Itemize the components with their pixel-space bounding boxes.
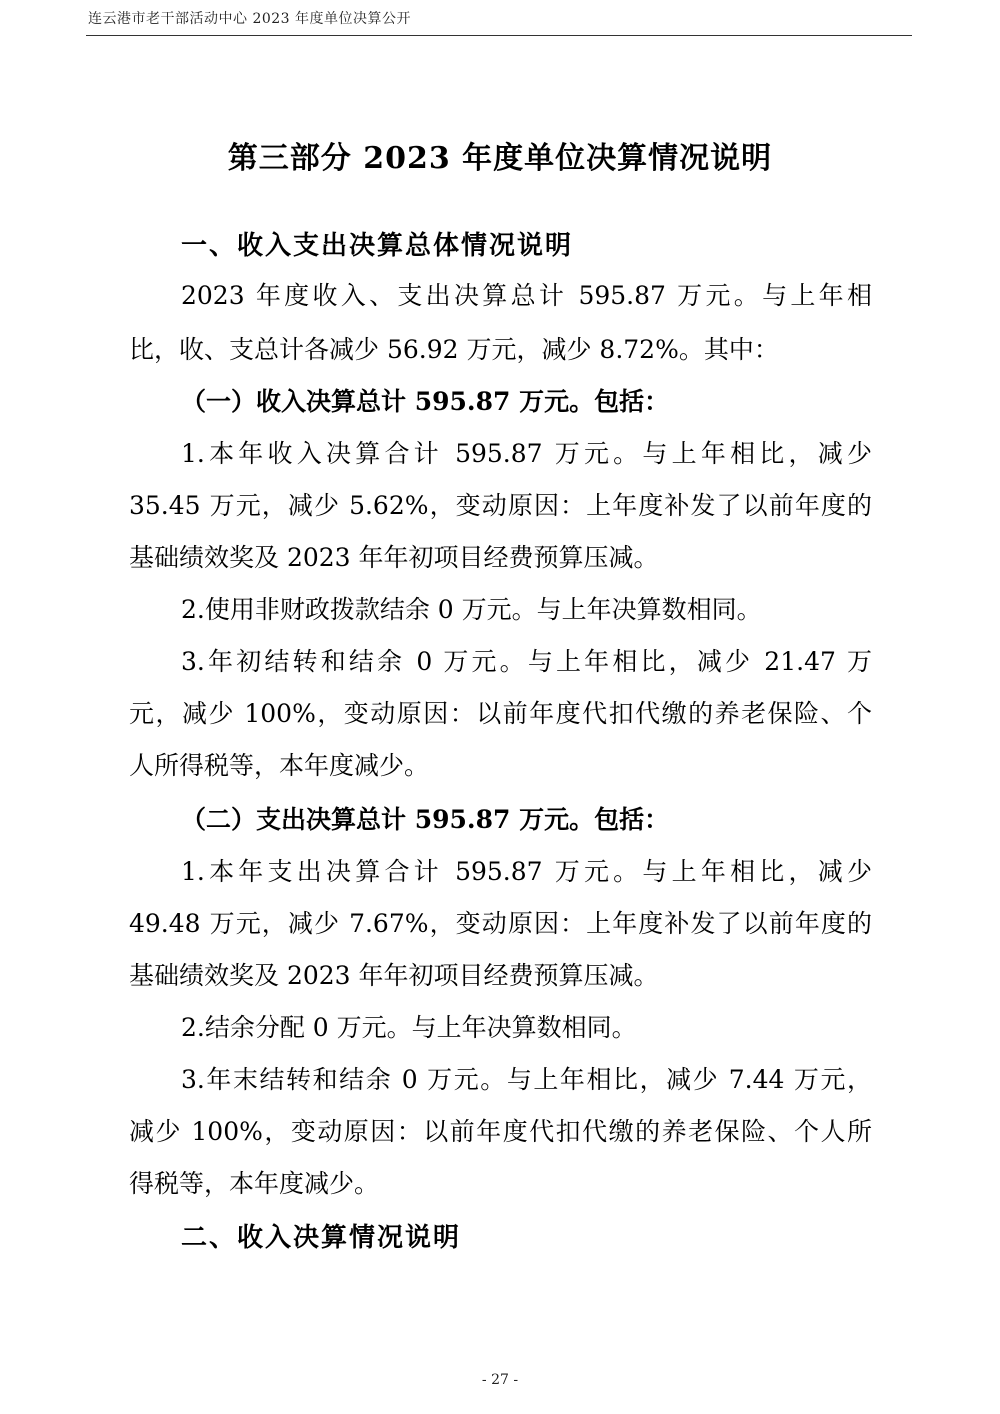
income-item-1-line-2: 35.45 万元，减少 5.62%，变动原因：上年度补发了以前年度的: [129, 491, 872, 520]
page-number: - 27 -: [481, 1372, 519, 1388]
income-item-3-line-2: 元，减少 100%，变动原因：以前年度代扣代缴的养老保险、个: [129, 699, 872, 728]
expense-item-3-line-1: 3.年末结转和结余 0 万元。与上年相比，减少 7.44 万元，: [181, 1065, 872, 1094]
income-item-3-line-3: 人所得税等，本年度减少。: [129, 751, 430, 780]
expense-item-3-line-3: 得税等，本年度减少。: [129, 1169, 380, 1198]
income-item-3-line-1: 3.年初结转和结余 0 万元。与上年相比，减少 21.47 万: [181, 647, 872, 676]
expense-item-2: 2.结余分配 0 万元。与上年决算数相同。: [181, 1013, 637, 1042]
income-item-1-line-3: 基础绩效奖及 2023 年年初项目经费预算压减。: [129, 543, 659, 572]
income-item-1-line-1: 1.本年收入决算合计 595.87 万元。与上年相比，减少: [181, 439, 872, 468]
income-item-2: 2.使用非财政拨款结余 0 万元。与上年决算数相同。: [181, 595, 762, 624]
page-title: 第三部分 2023 年度单位决算情况说明: [227, 141, 773, 176]
section-2-heading: 二、收入决算情况说明: [181, 1223, 462, 1253]
header-divider: [86, 35, 912, 36]
expense-item-1-line-3: 基础绩效奖及 2023 年年初项目经费预算压减。: [129, 961, 659, 990]
section-1-paragraph-line-1: 2023 年度收入、支出决算总计 595.87 万元。与上年相: [181, 281, 872, 310]
income-subheading: （一）收入决算总计 595.87 万元。包括：: [181, 387, 670, 416]
expense-item-1-line-1: 1.本年支出决算合计 595.87 万元。与上年相比，减少: [181, 857, 872, 886]
expense-subheading: （二）支出决算总计 595.87 万元。包括：: [181, 805, 670, 834]
expense-item-3-line-2: 减少 100%，变动原因：以前年度代扣代缴的养老保险、个人所: [129, 1117, 872, 1146]
expense-item-1-line-2: 49.48 万元，减少 7.67%，变动原因：上年度补发了以前年度的: [129, 909, 872, 938]
running-header: 连云港市老干部活动中心 2023 年度单位决算公开: [88, 11, 412, 27]
section-1-paragraph-line-2: 比，收、支总计各减少 56.92 万元，减少 8.72%。其中：: [129, 335, 779, 364]
section-1-heading: 一、收入支出决算总体情况说明: [181, 231, 574, 261]
